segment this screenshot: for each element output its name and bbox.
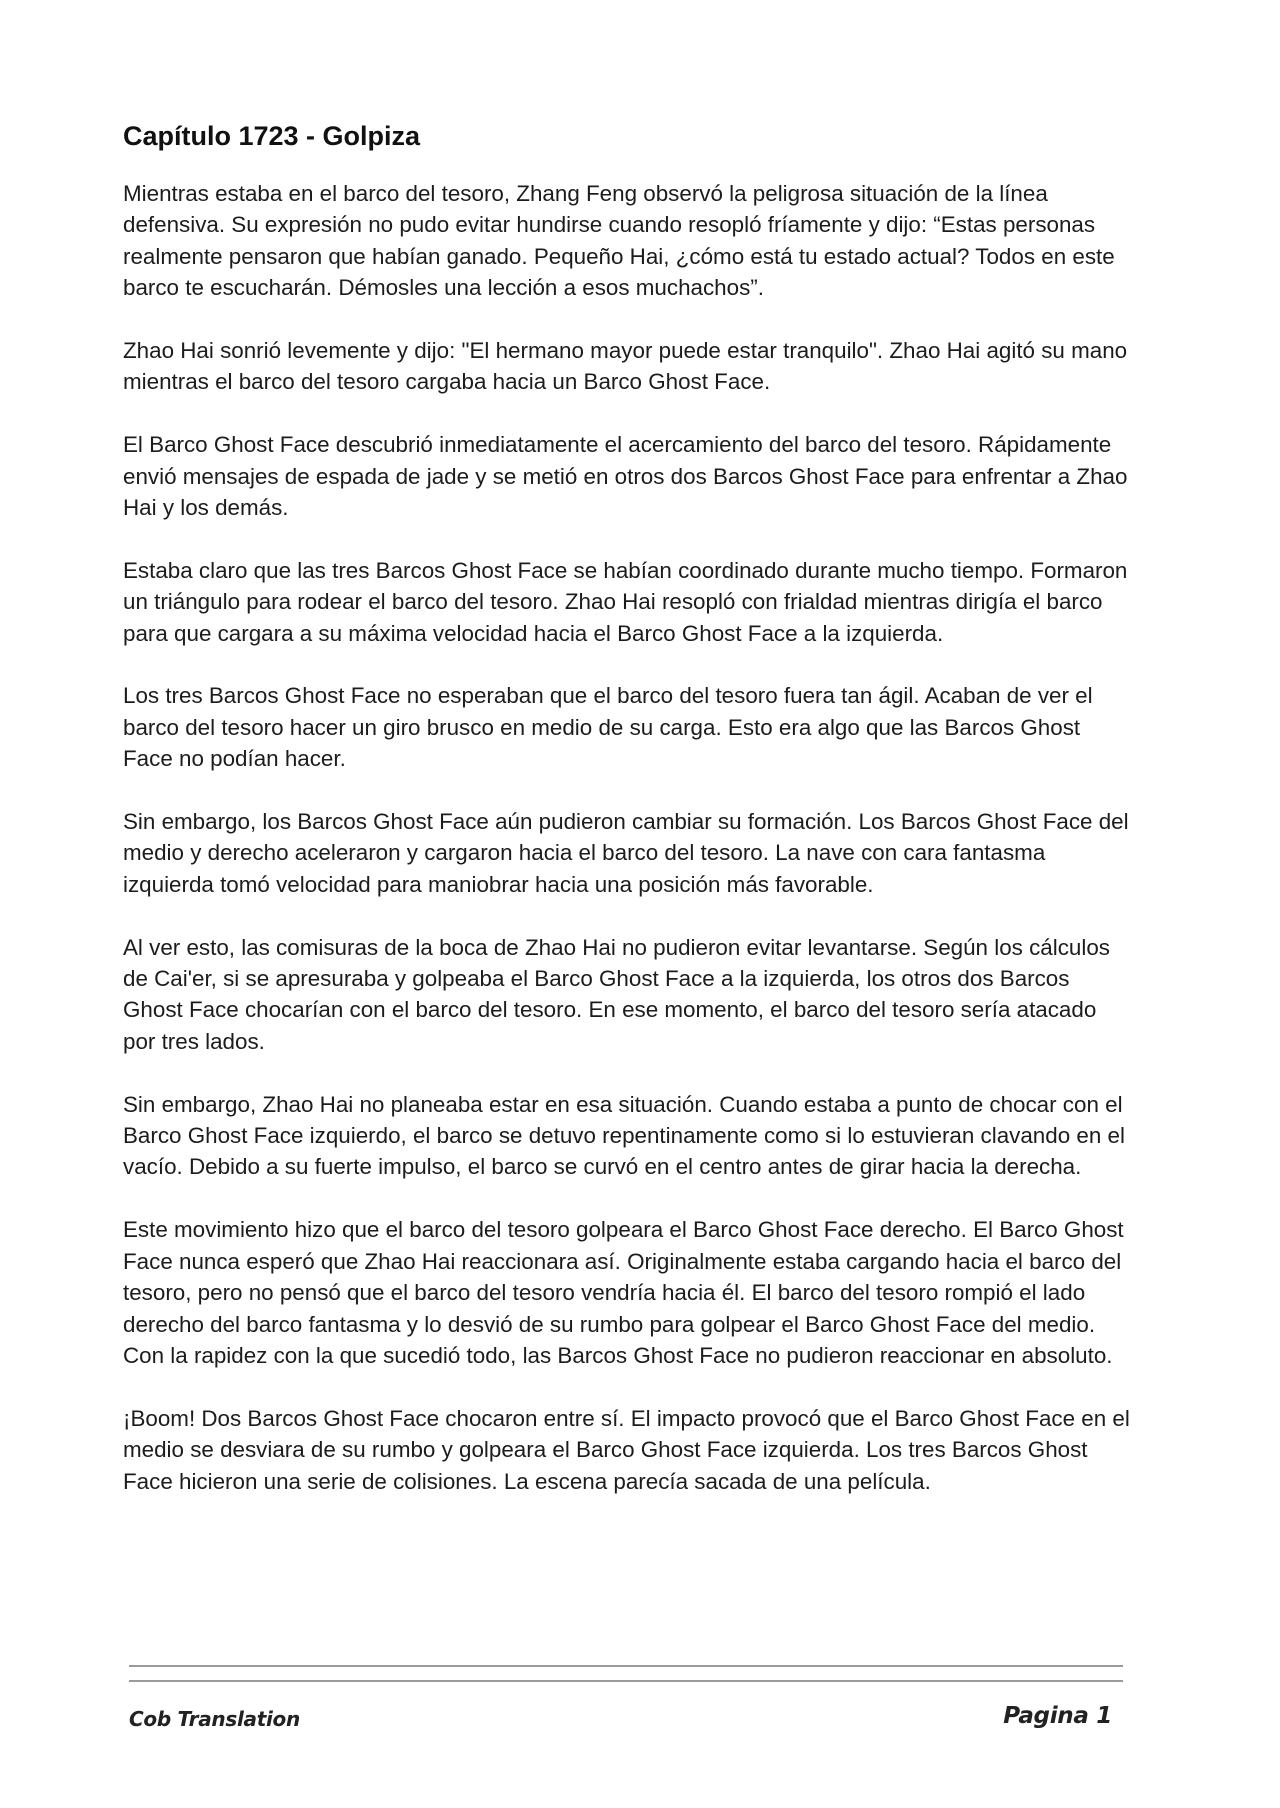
paragraph: Sin embargo, los Barcos Ghost Face aún pudieron cambiar su formación. Los Barcos Ghost Face del medio y derecho aceleraron y cargaron hacia el barco del tesoro. La nave con cara fantasma izquierda tomó velocidad para maniobrar hacia una posición más favorable. (123, 809, 1129, 897)
footer-divider (129, 1680, 1123, 1682)
footer-divider (129, 1665, 1123, 1667)
paragraph: Este movimiento hizo que el barco del tesoro golpeara el Barco Ghost Face derecho. El Barco Ghost Face nunca esperó que Zhao Hai reaccionara así. Originalmente estaba cargando hacia el barco del tesoro, pero no pensó que el barco del tesoro vendría hacia él. El barco del tesoro rompió el lado derecho del barco fantasma y lo desvió de su rumbo para golpear el Barco Ghost Face del medio. Con la rapidez con la que sucedió todo, las Barcos Ghost Face no pudieron reaccionar en absoluto. (123, 1217, 1124, 1368)
paragraph: El Barco Ghost Face descubrió inmediatamente el acercamiento del barco del tesoro. Rápidamente envió mensajes de espada de jade y se metió en otros dos Barcos Ghost Face para enfrentar a Zhao Hai y los demás. (123, 432, 1128, 521)
document-body (123, 118, 1133, 1528)
paragraph: ¡Boom! Dos Barcos Ghost Face chocaron entre sí. El impacto provocó que el Barco Ghost Face en el medio se desviara de su rumbo y golpeara el Barco Ghost Face izquierda. Los tres Barcos Ghost Face hicieron una serie de colisiones. La escena parecía sacada de una película. (123, 1405, 1130, 1494)
paragraph: Al ver esto, las comisuras de la boca de Zhao Hai no pudieron evitar levantarse. Según los cálculos de Cai'er, si se apresuraba y golpeaba el Barco Ghost Face a la izquierda, los otros dos Barcos Ghost Face chocarían con el barco del tesoro. En ese momento, el barco del tesoro sería atacado por tres lados. (123, 934, 1110, 1054)
footer-page-number: Pagina 1 (1003, 1703, 1112, 1729)
footer-translator-credit: Cob Translation (129, 1707, 300, 1731)
paragraph: Sin embargo, Zhao Hai no planeaba estar en esa situación. Cuando estaba a punto de chocar con el Barco Ghost Face izquierdo, el barco se detuvo repentinamente como si lo estuvieran clavando en el vacío. Debido a su fuerte impulso, el barco se curvó en el centro antes de girar hacia la derecha. (123, 1091, 1125, 1180)
paragraph: Los tres Barcos Ghost Face no esperaban que el barco del tesoro fuera tan ágil. Acaban de ver el barco del tesoro hacer un giro brusco en medio de su carga. Esto era algo que las Barcos Ghost Face no podían hacer. (123, 683, 1093, 772)
paragraph: Zhao Hai sonrió levemente y dijo: "El hermano mayor puede estar tranquilo". Zhao Hai agitó su mano mientras el barco del tesoro cargaba hacia un Barco Ghost Face. (123, 338, 1128, 395)
paragraph: Estaba claro que las tres Barcos Ghost Face se habían coordinado durante mucho tiempo. Formaron un triángulo para rodear el barco del tesoro. Zhao Hai resopló con frialdad mientras dirigía el barco para que cargara a su máxima velocidad hacia el Barco Ghost Face a la izquierda. (123, 557, 1128, 646)
paragraph: Mientras estaba en el barco del tesoro, Zhang Feng observó la peligrosa situación de la línea defensiva. Su expresión no pudo evitar hundirse cuando resopló fríamente y dijo: “Estas personas realmente pensaron que habían ganado. Pequeño Hai, ¿cómo está tu estado actual? Todos en este barco te escucharán. Démosles una lección a esos muchachos”. (123, 181, 1115, 301)
chapter-title: Capítulo 1723 - Golpiza (123, 121, 421, 151)
